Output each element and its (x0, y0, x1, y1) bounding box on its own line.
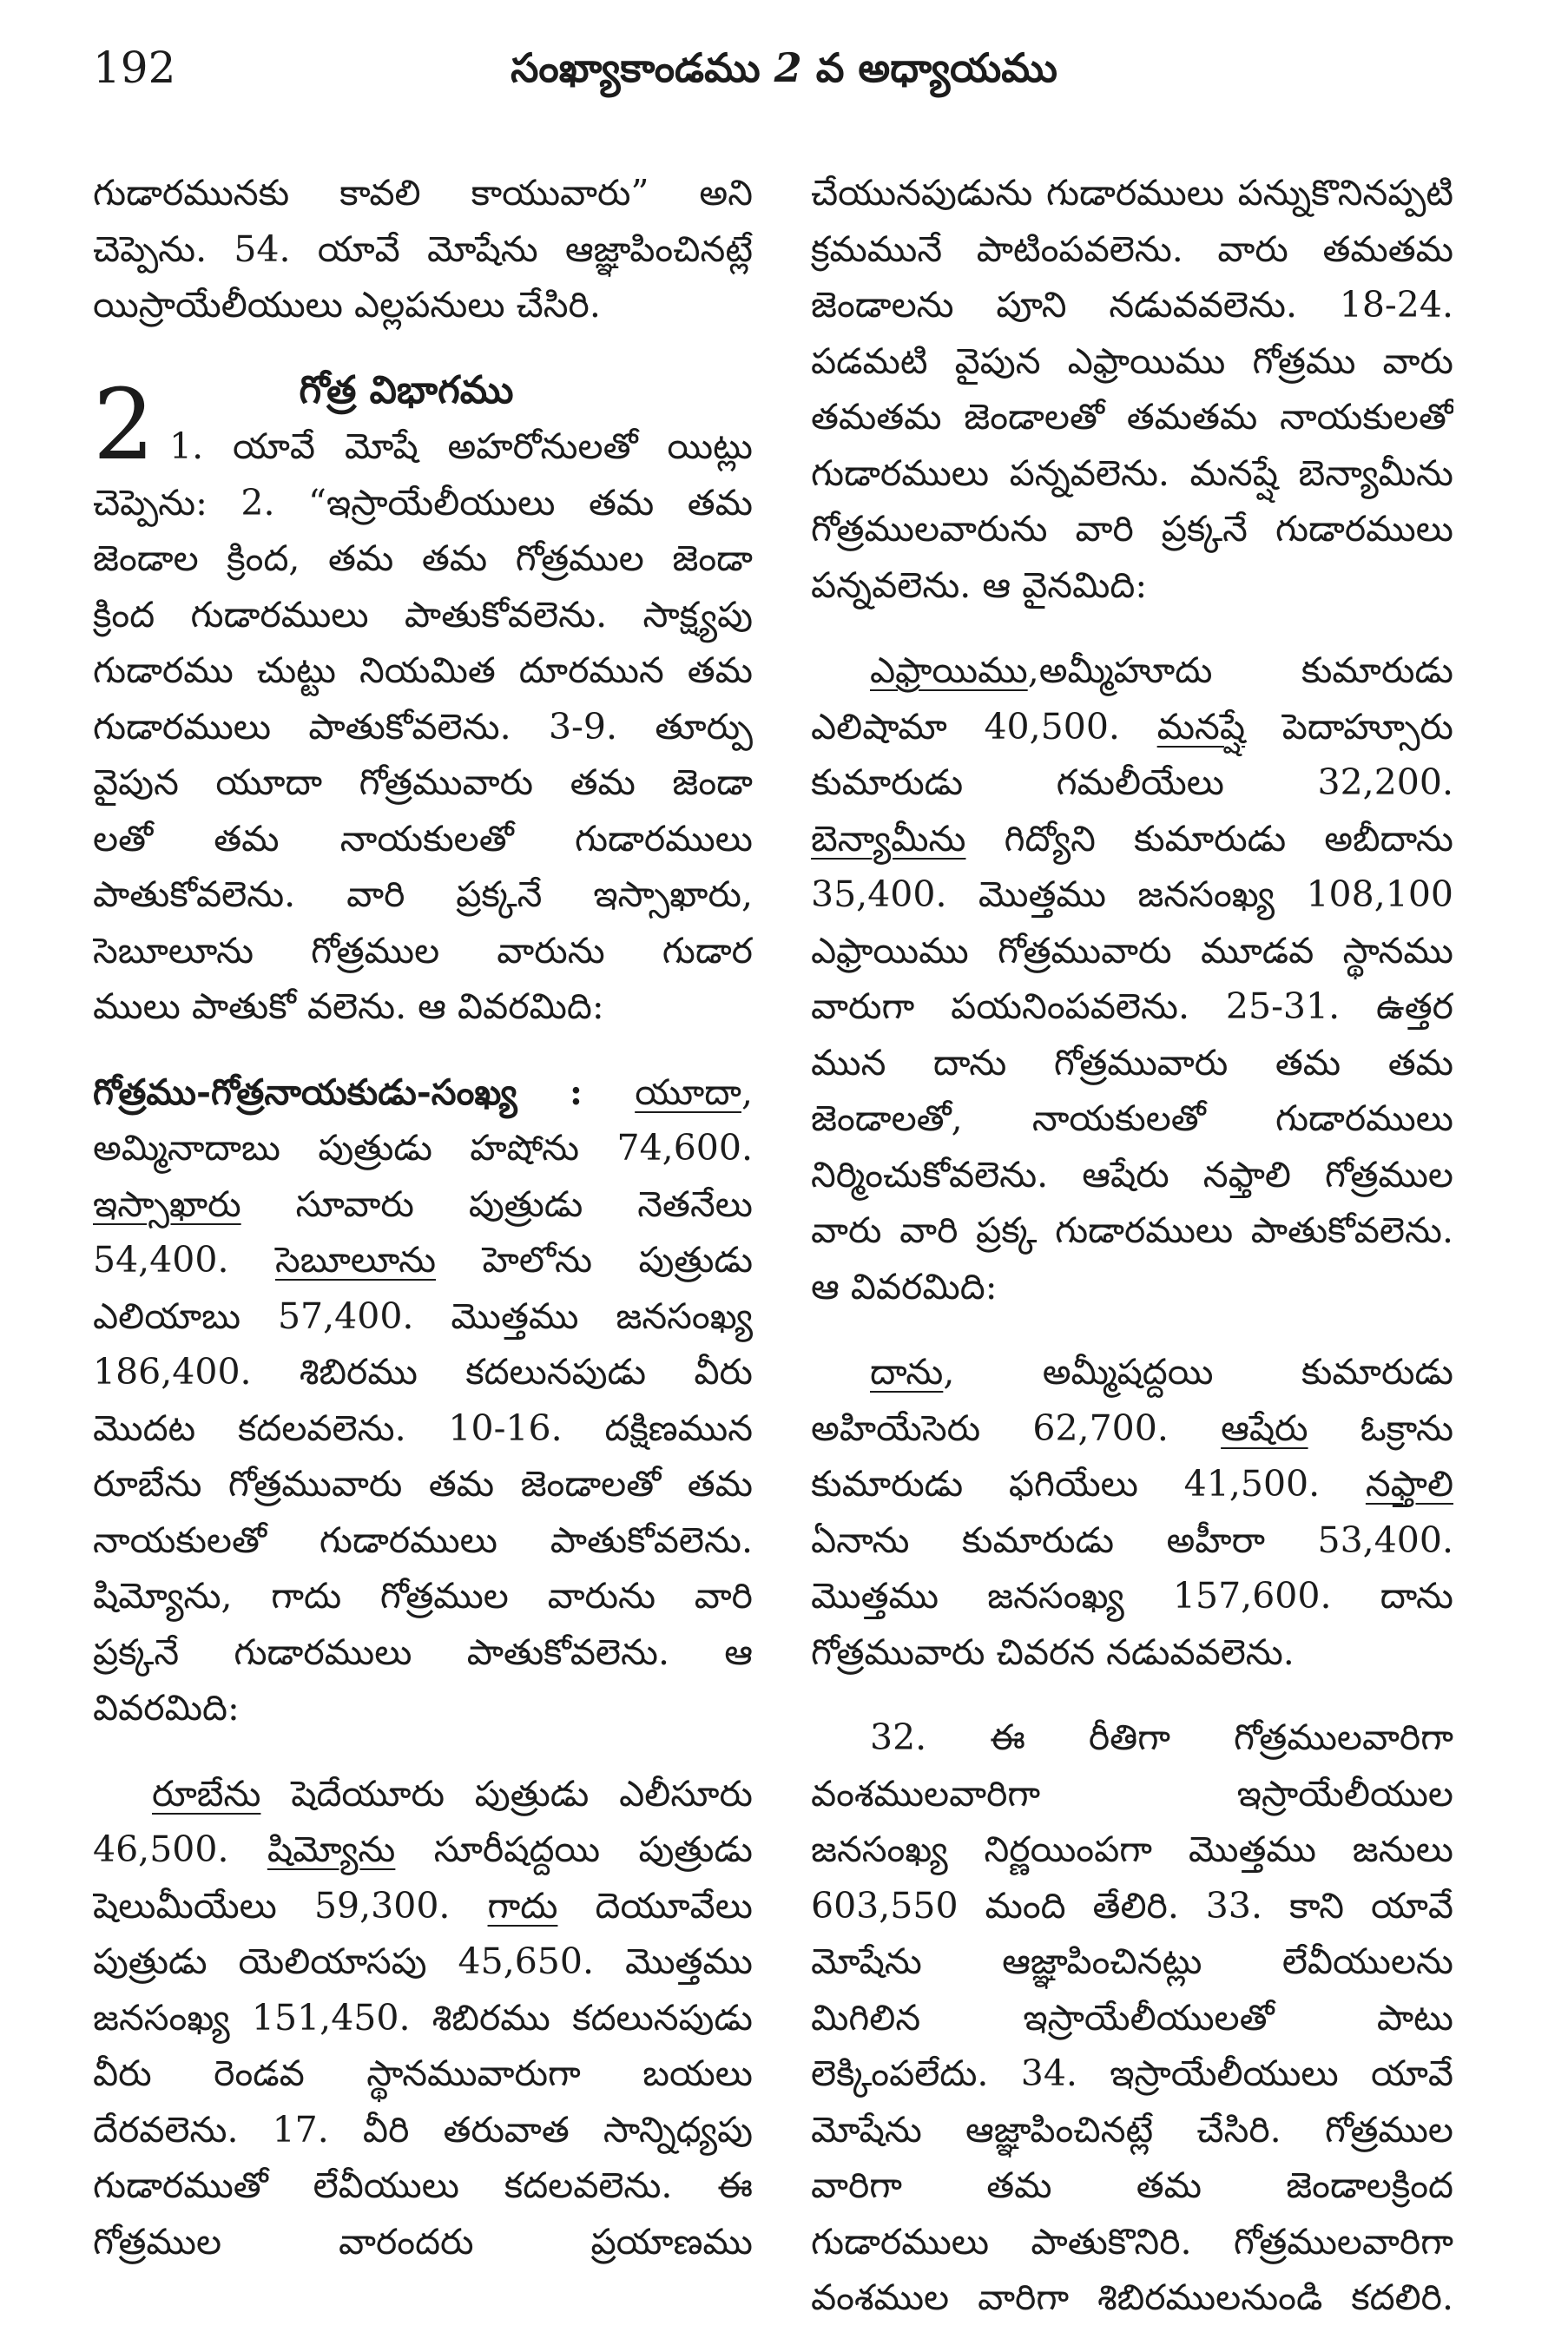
running-title (0, 42, 1568, 94)
text-line: ఎలియాబు 57,400. మొత్తము జనసంఖ్య (93, 1295, 753, 1337)
text-line: గుడారములు పాతుకోవలెను. 3-9. తూర్పు (93, 705, 753, 748)
text-line: జెండాలతో, నాయకులతో గుడారములు (811, 1097, 1453, 1139)
text-line: పడమటి వైపున ఎఫ్రాయిము గోత్రము వారు (811, 339, 1453, 382)
text-segment: సూవారు పుత్రుడు నెతనేలు (240, 1183, 753, 1225)
text-line: గోత్రములవారును వారి ప్రక్కనే గుడారములు (811, 508, 1453, 550)
text-line (93, 1232, 753, 1288)
paragraph (811, 165, 1453, 613)
text-line: నిర్మించుకోవలెను. ఆషేరు నఫ్తాలి గోత్రముల (811, 1153, 1453, 1196)
tribe-name: షిమ్యోను (267, 1828, 396, 1870)
text-line: వారిగా తమ తమ జెండాలక్రింద (811, 2164, 1453, 2206)
chapter-drop-cap: 2 (93, 369, 155, 482)
tribe-name: మనష్షే (1156, 705, 1246, 748)
text-line: మోషేను ఆజ్ఞాపించినట్లు లేవీయులను (811, 1940, 1453, 1982)
text-segment: సూరీషద్దయి పుత్రుడు (395, 1828, 753, 1870)
right-column (811, 165, 1453, 2336)
tribe-name: ఎఫ్రాయిము (870, 649, 1028, 691)
text-line: మొదట కదలవలెను. 10-16. దక్షిణమున (93, 1407, 753, 1449)
paragraph (811, 642, 1453, 1314)
tribe-name: దాను (870, 1351, 944, 1393)
text-segment: అహియేసెరు 62,700. (811, 1407, 1222, 1449)
text-segment: , అమ్మీషద్దయి కుమారుడు (943, 1351, 1453, 1393)
text-segment: ,అమ్మీహూదు కుమారుడు (1027, 649, 1453, 691)
text-segment: 54,400. (93, 1239, 275, 1281)
text-line: క్రమమునే పాటింపవలెను. వారు తమతమ (811, 227, 1453, 270)
text-line (93, 1064, 753, 1121)
text-line (811, 811, 1453, 867)
text-line (811, 699, 1453, 755)
text-line: ఆ వివరమిది: (811, 1265, 998, 1308)
tribe-name: బెన్యామీను (811, 817, 966, 860)
text-line: మొత్తము జనసంఖ్య 157,600. దాను (811, 1575, 1453, 1617)
text-line: వారుగా పయనింపవలెను. 25-31. ఉత్తర (811, 985, 1453, 1027)
text-segment: గిద్యోని కుమారుడు అబీదాను (965, 817, 1453, 860)
text-line (93, 1766, 753, 1822)
text-line (93, 1176, 753, 1233)
paragraph (93, 1766, 753, 2270)
text-line (811, 1344, 1453, 1400)
chapter-number: 2 (774, 44, 802, 91)
text-segment: 46,500. (93, 1828, 267, 1870)
text-line (93, 1822, 753, 1878)
text-segment: ఎలిషామా 40,500. (811, 705, 1157, 748)
text-line: చేయునపుడును గుడారములు పన్నుకొనినప్పటి (811, 172, 1453, 214)
text-line: 35,400. మొత్తము జనసంఖ్య 108,100 (811, 873, 1453, 915)
text-line: గుడారమునకు కావలి కాయువారు” అని (93, 172, 753, 214)
text-line: జనసంఖ్య నిర్ణయింపగా మొత్తము జనులు (811, 1828, 1453, 1870)
text-line: నాయకులతో గుడారములు పాతుకోవలెను. (93, 1519, 753, 1561)
text-line: కుమారుడు గమలీయేలు 32,200. (811, 761, 1453, 803)
text-segment: 1. యావే మోషే అహరోనులతో యిట్లు (169, 425, 753, 467)
text-line: మున దాను గోత్రమువారు తమ తమ (811, 1041, 1453, 1084)
text-line: అమ్మినాదాబు పుత్రుడు హషోను 74,600. (93, 1127, 753, 1169)
text-line: వైపున యూదా గోత్రమువారు తమ జెండా (93, 761, 753, 803)
text-line: జెండాల క్రింద, తమ తమ గోత్రముల జెండా (93, 537, 753, 579)
text-segment: హెలోను పుత్రుడు (436, 1239, 753, 1281)
text-line: వంశముల వారిగా శిబిరములనుండి కదలిరి. (811, 2276, 1453, 2318)
text-segment: , (741, 1071, 753, 1113)
text-line: గోత్రమువారు చివరన నడువవలెను. (811, 1631, 1295, 1673)
text-line: మోషేను ఆజ్ఞాపించినట్లే చేసిరి. గోత్రముల (811, 2108, 1453, 2151)
text-line: జెండాలను పూని నడువవలెను. 18-24. (811, 284, 1453, 326)
left-column (93, 165, 753, 2336)
tribe-name: ఆషేరు (1221, 1407, 1308, 1449)
tribe-name: రూబేను (152, 1772, 261, 1815)
text-line (811, 1456, 1453, 1512)
section-heading: గోత్ర విభాగము (299, 367, 514, 412)
text-line: గోత్రముల వారందరు ప్రయాణము (93, 2220, 753, 2263)
text-line (93, 1878, 753, 1934)
text-line: 186,400. శిబిరము కదలునపుడు వీరు (93, 1351, 753, 1393)
chapter-word: వ అధ్యాయము (815, 44, 1057, 91)
text-line: షిమ్యోను, గాదు గోత్రముల వారును వారి (93, 1575, 753, 1617)
text-line: ములు పాతుకో వలెను. ఆ వివరమిది: (93, 985, 604, 1027)
text-line: యిస్రాయేలీయులు ఎల్లపనులు చేసిరి. (93, 284, 601, 326)
text-segment: దెయూవేలు (557, 1884, 753, 1927)
paragraph (811, 1344, 1453, 1680)
text-line: గుడారముతో లేవీయులు కదలవలెను. ఈ (93, 2164, 753, 2206)
text-line (811, 642, 1453, 699)
text-segment: పెదాహ్సూరు (1245, 705, 1453, 748)
text-line: దేరవలెను. 17. వీరి తరువాత సాన్నిధ్యపు (93, 2108, 753, 2151)
text-line: జనసంఖ్య 151,450. శిబిరము కదలునపుడు (93, 1996, 753, 2039)
text-line: గుడారములు పన్నవలెను. మనష్షే బెన్యామీను (811, 451, 1453, 494)
text-segment: షెలుమీయేలు 59,300. (93, 1884, 488, 1927)
text-line: పన్నవలెను. ఆ వైనమిది: (811, 563, 1148, 606)
paragraph (93, 165, 753, 333)
text-line: తమతమ జెండాలతో తమతమ నాయకులతో (811, 396, 1453, 438)
text-line: వారు వారి ప్రక్క గుడారములు పాతుకోవలెను. (811, 1209, 1453, 1251)
text-segment: ఓక్రాను (1308, 1407, 1453, 1449)
text-line: వివరమిది: (93, 1687, 240, 1729)
text-line (811, 1400, 1453, 1457)
text-segment: కుమారుడు ఫగియేలు 41,500. (811, 1463, 1366, 1505)
book-name: సంఖ్యాకాండము (511, 44, 761, 91)
text-line: చెప్పెను: 2. “ఇస్రాయేలీయులు తమ తమ (93, 481, 753, 524)
tribe-name: యూదా (635, 1071, 741, 1113)
text-line: పుత్రుడు యెలియాసపు 45,650. మొత్తము (93, 1940, 753, 1982)
text-line: సెబూలూను గోత్రముల వారును గుడార (93, 929, 753, 972)
text-line: లతో తమ నాయకులతో గుడారములు (93, 817, 753, 860)
text-line: క్రింద గుడారములు పాతుకోవలెను. సాక్ష్యపు (93, 593, 753, 636)
tribe-name: గాదు (487, 1884, 558, 1927)
tribe-name: నఫ్తాలి (1365, 1463, 1453, 1505)
text-line: ఏనాను కుమారుడు అహీరా 53,400. (811, 1519, 1453, 1561)
text-line: మిగిలిన ఇస్రాయేలీయులతో పాటు (811, 1996, 1453, 2039)
page-number: 192 (93, 43, 176, 93)
text-line: గుడారములు పాతుకొనిరి. గోత్రములవారిగా (811, 2220, 1453, 2263)
text-line: గుడారము చుట్టు నియమిత దూరమున తమ (93, 649, 753, 691)
paragraph (93, 1064, 753, 1736)
text-line: చెప్పెను. 54. యావే మోషేను ఆజ్ఞాపించినట్లే (93, 227, 753, 270)
list-label: గోత్రము-గోత్రనాయకుడు-సంఖ్య : (93, 1071, 636, 1113)
text-line: 603,550 మంది తేలిరి. 33. కాని యావే (811, 1884, 1453, 1927)
paragraph (811, 1710, 1453, 2326)
text-line: ప్రక్కనే గుడారములు పాతుకోవలెను. ఆ (93, 1631, 753, 1673)
text-line: ఎఫ్రాయిము గోత్రమువారు మూడవ స్థానము (811, 929, 1453, 972)
text-line: వంశములవారిగా ఇస్రాయేలీయుల (811, 1772, 1453, 1815)
text-line: వీరు రెండవ స్థానమువారుగా బయలు (93, 2052, 753, 2094)
text-line: రూబేను గోత్రమువారు తమ జెండాలతో తమ (93, 1463, 753, 1505)
tribe-name: సెబూలూను (274, 1239, 437, 1281)
text-line: 32. ఈ రీతిగా గోత్రములవారిగా (870, 1716, 1453, 1758)
text-line: లెక్కింపలేదు. 34. ఇస్రాయేలీయులు యావే (811, 2052, 1453, 2094)
text-line: పాతుకోవలెను. వారి ప్రక్కనే ఇస్సాఖారు, (93, 873, 753, 915)
text-segment: షెదేయూరు పుత్రుడు ఎలీసూరు (260, 1772, 753, 1815)
tribe-name: ఇస్సాఖారు (93, 1183, 241, 1225)
